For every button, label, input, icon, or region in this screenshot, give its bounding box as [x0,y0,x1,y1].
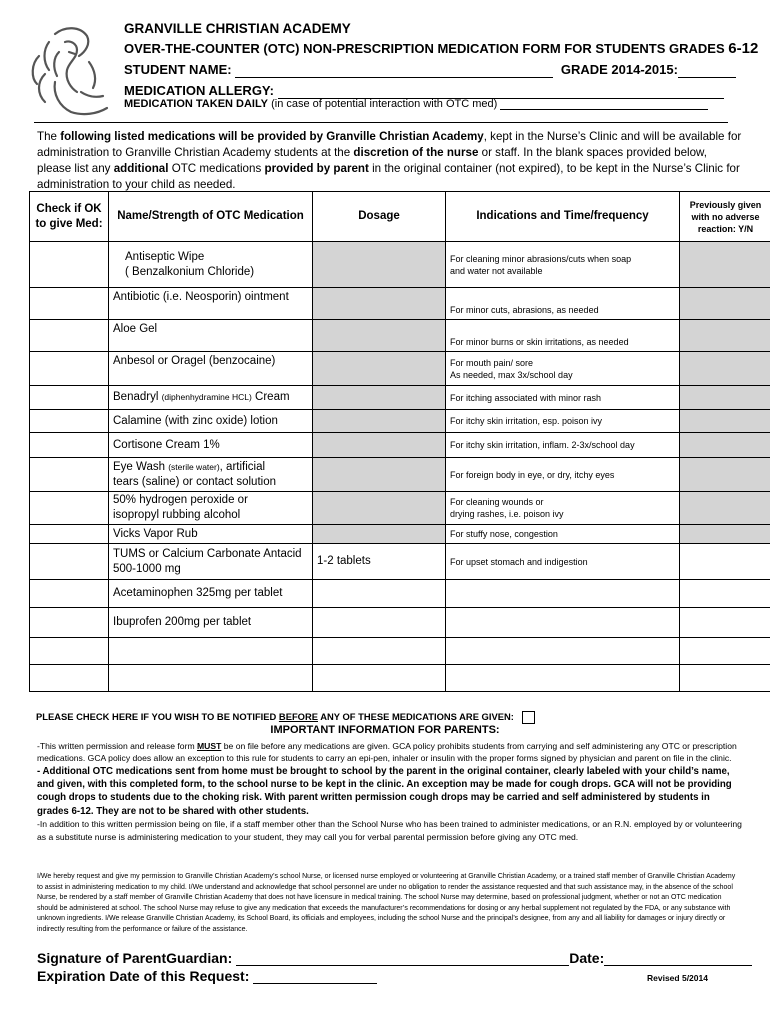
med-name-line: TUMS or Calcium Carbonate Antacid [113,547,302,560]
previous-cell[interactable] [680,352,770,386]
med-name-line: Antiseptic Wipe [125,250,205,263]
grade-label: GRADE 2014-2015: [560,62,678,77]
intro-text-3: or staff. In the blank spaces provided below, please list any [37,146,707,175]
intro-bold-2: discretion of the nurse [353,146,479,159]
signature-label: Signature of ParentGuardian: [37,950,233,966]
previous-cell[interactable] [680,665,770,692]
intro-text-1: The [37,130,57,143]
indication-cell [446,492,680,525]
indication-cell: For itchy skin irritation, inflam. 2-3x/school day [446,433,680,458]
previous-cell[interactable] [680,608,770,638]
dosage-cell[interactable] [313,386,446,410]
date-field[interactable] [604,965,752,966]
previous-cell[interactable] [680,544,770,580]
previous-cell[interactable] [680,410,770,433]
expiration-label: Expiration Date of this Request: [37,968,250,984]
ind-line: drying rashes, i.e. poison ivy [450,509,564,519]
previous-cell[interactable] [680,525,770,544]
dosage-cell[interactable] [313,492,446,525]
check-cell[interactable] [30,433,109,458]
table-header-row [30,192,770,242]
table-row [30,492,770,525]
dosage-cell[interactable] [313,638,446,665]
med-name-line: 500-1000 mg [113,562,181,575]
header-divider [34,122,728,123]
med-name [109,386,313,410]
notify-row [36,711,535,724]
check-cell[interactable] [30,242,109,288]
dosage-cell[interactable] [313,320,446,352]
med-name-main: Eye Wash [113,460,165,473]
dosage-cell[interactable] [313,525,446,544]
table-row-blank [30,665,770,692]
ind-line: For mouth pain/ sore [450,357,534,368]
daily-row [124,98,708,110]
indication-cell [446,580,680,608]
med-name: Ibuprofen 200mg per tablet [109,608,313,638]
indication-cell [446,608,680,638]
ind-line: As needed, max 3x/school day [450,369,573,380]
check-cell[interactable] [30,458,109,492]
student-name-field[interactable] [235,77,553,78]
med-name-line: ( Benzalkonium Chloride) [125,265,255,278]
indication-cell[interactable] [446,638,680,665]
lion-logo [25,22,115,122]
check-cell[interactable] [30,525,109,544]
med-name: Acetaminophen 325mg per tablet [109,580,313,608]
form-title [124,41,758,57]
info-1c: be on file before any medications are given. GCA policy prohibits students from carrying and self administering any OTC or prescription medications. GCA policy does allow an exception to this rule for students to carry an epi-pen, inhaler or insulin with the proper forms signed by physician and parent on file in the clinic. [37,741,737,764]
check-cell[interactable] [30,608,109,638]
form-title-text: OVER-THE-COUNTER (OTC) NON-PRESCRIPTION MEDICATION FORM FOR STUDENTS GRADES [124,41,725,56]
indication-cell: For itchy skin irritation, esp. poison ivy [446,410,680,433]
indication-cell: For upset stomach and indigestion [446,544,680,580]
dosage-cell[interactable] [313,410,446,433]
med-name-line: 50% hydrogen peroxide or [113,494,248,506]
info-2: - Additional OTC medications sent from home must be brought to school by the parent in the original container, clearly labeled with your child’s name, and given, with this completed form, to the school nurse to be kept in the clinic. An exception may be made for cough drops. GCA will not be providing cough drops to students due to the choking risk. With parent written permission cough drops may be carried and self administered by students in grades 6-12. They are not to be shared with other students. [37,765,732,817]
previous-cell[interactable] [680,288,770,320]
dosage-cell[interactable] [313,433,446,458]
expiration-field[interactable] [253,983,377,984]
header-previous: Previously given with no adverse reaction: Y/N [680,192,770,242]
daily-label: MEDICATION TAKEN DAILY [124,98,269,110]
dosage-cell[interactable]: 1-2 tablets [313,544,446,580]
table-row [30,608,770,638]
info-1a: -This written permission and release form [37,741,195,751]
school-name: GRANVILLE CHRISTIAN ACADEMY [124,21,351,36]
important-title: IMPORTANT INFORMATION FOR PARENTS: [270,724,500,736]
indication-cell[interactable] [446,665,680,692]
table-row [30,525,770,544]
allergy-label: MEDICATION ALLERGY: [124,83,274,98]
header-dosage: Dosage [313,192,446,242]
student-name-row [124,62,736,78]
med-name [109,242,313,288]
table-row [30,410,770,433]
previous-cell[interactable] [680,242,770,288]
signature-field[interactable] [236,965,569,966]
info-block [37,740,742,843]
med-name: Anbesol or Oragel (benzocaine) [109,352,313,386]
med-name: Cortisone Cream 1% [109,433,313,458]
check-cell[interactable] [30,665,109,692]
header-check: Check if OK to give Med: [30,192,109,242]
intro-bold-4: provided by parent [264,162,369,175]
check-cell[interactable] [30,638,109,665]
table-row [30,544,770,580]
med-name-small: (diphenhydramine HCL) [161,392,252,402]
dosage-cell[interactable] [313,288,446,320]
dosage-cell[interactable] [313,608,446,638]
previous-cell[interactable] [680,386,770,410]
previous-cell[interactable] [680,638,770,665]
header-name: Name/Strength of OTC Medication [109,192,313,242]
signature-row [37,950,752,966]
check-cell[interactable] [30,352,109,386]
notify-text-a: PLEASE CHECK HERE IF YOU WISH TO BE NOTIFIED [36,711,277,722]
grade-field[interactable] [678,77,736,78]
table-row [30,352,770,386]
indication-cell: For foreign body in eye, or dry, itchy eyes [446,458,680,492]
table-row [30,433,770,458]
intro-paragraph [37,129,743,193]
med-name-main: Benadryl [113,391,159,403]
med-name-input[interactable] [109,665,313,692]
table-row [30,288,770,320]
student-name-label: STUDENT NAME: [124,62,232,77]
daily-field[interactable] [500,109,708,110]
table-row [30,386,770,410]
info-paragraph-1 [37,740,742,765]
expiration-row [37,968,377,984]
table-row [30,458,770,492]
dosage-cell[interactable] [313,665,446,692]
info-paragraph-3: -In addition to this written permission being on file, if a staff member other than the School Nurse who has been trained to administer medications, or an R.N. employed by or volunteering as a substitute nurse is administering medication to your student, they may call you for verbal parental permission before giving any OTC med. [37,819,742,842]
ind-line: For cleaning wounds or [450,497,544,507]
indication-cell: For itching associated with minor rash [446,386,680,410]
form-grades: 6-12 [728,40,759,57]
check-cell[interactable] [30,492,109,525]
dosage-cell[interactable] [313,580,446,608]
indication-cell [446,242,680,288]
header-indications: Indications and Time/frequency [446,192,680,242]
dosage-cell[interactable] [313,242,446,288]
table-row-blank [30,638,770,665]
table-row [30,320,770,352]
legal-text: I/We hereby request and give my permission to Granville Christian Academy’s school Nurse, or licensed nurse employed or volunteering at Granville Christian Academy, or a trained staff member of Granville Christian Academy to assist in administering medication to my child. I/We understand and acknowledge that school personnel are under no obligation to render the assistance requested and that such assistance may, in the absence of the school Nurse, be rendered by a staff member of Granville Christian Academy that does not have licensure in medical training. The school Nurse may determine, based on professional judgment, whether or not an OTC medication should be administered at school. The school Nurse may refuse to give any medication that exceeds the manufacturer’s recommendations for dosing or any herbal supplement not regulated by the FDA, or any substance with unknown ingredients. I/We release Granville Christian Academy, its School Board, its officials and employees, including the school Nurse and the principal’s designee, from any and all liability for damages or injury directly or indirectly resulting from the performance or failure of the assistance. [37,873,736,933]
intro-text-2: , kept in the Nurse’s Clinic and will be available for administration to Granville Christian Academy students at the [37,130,742,159]
previous-cell[interactable] [680,492,770,525]
med-name-line: isopropyl rubbing alcohol [113,509,241,521]
ind-line: and water not available [450,265,543,276]
med-name-tail: Cream [255,391,290,403]
med-name: Vicks Vapor Rub [109,525,313,544]
intro-bold-1: following listed medications will be provided by Granville Christian Academy [60,130,484,143]
med-name [109,492,313,525]
intro-text-5: in the original container (not expired), to be kept in the Nurse’s Clinic for administration to your child as needed. [37,162,740,191]
daily-note: (in case of potential interaction with OTC med) [271,98,498,110]
previous-cell[interactable] [680,433,770,458]
intro-bold-3: additional [113,162,169,175]
med-name-tail: , artificial [219,460,266,473]
med-name [109,458,313,492]
medication-table [29,191,770,692]
med-name: Aloe Gel [109,320,313,352]
med-name: Calamine (with zinc oxide) lotion [109,410,313,433]
previous-cell[interactable] [680,458,770,492]
ind-line: For cleaning minor abrasions/cuts when soap [450,253,632,264]
check-cell[interactable] [30,580,109,608]
date-label: Date: [569,950,605,966]
indication-cell: For minor cuts, abrasions, as needed [446,288,680,320]
table-row [30,242,770,288]
med-name-input[interactable] [109,638,313,665]
indication-cell: For stuffy nose, congestion [446,525,680,544]
previous-cell[interactable] [680,320,770,352]
indication-cell [446,352,680,386]
med-name [109,544,313,580]
allergy-row [124,83,724,99]
intro-text-4: OTC medications [171,162,262,175]
notify-text-b: BEFORE [278,711,318,722]
check-cell[interactable] [30,386,109,410]
notify-text-c: ANY OF THESE MEDICATIONS ARE GIVEN: [320,711,514,722]
info-paragraph-2 [37,765,742,819]
med-name-small: (sterile water) [168,461,220,472]
check-cell[interactable] [30,288,109,320]
med-name: Antibiotic (i.e. Neosporin) ointment [109,288,313,320]
check-cell[interactable] [30,320,109,352]
dosage-cell[interactable] [313,352,446,386]
indication-cell: For minor burns or skin irritations, as needed [446,320,680,352]
check-cell[interactable] [30,410,109,433]
info-1b: MUST [197,741,222,751]
med-name-line: tears (saline) or contact solution [113,475,276,488]
notify-checkbox[interactable] [522,711,535,724]
check-cell[interactable] [30,544,109,580]
revised-text: Revised 5/2014 [647,973,708,983]
previous-cell[interactable] [680,580,770,608]
dosage-cell[interactable] [313,458,446,492]
table-row [30,580,770,608]
